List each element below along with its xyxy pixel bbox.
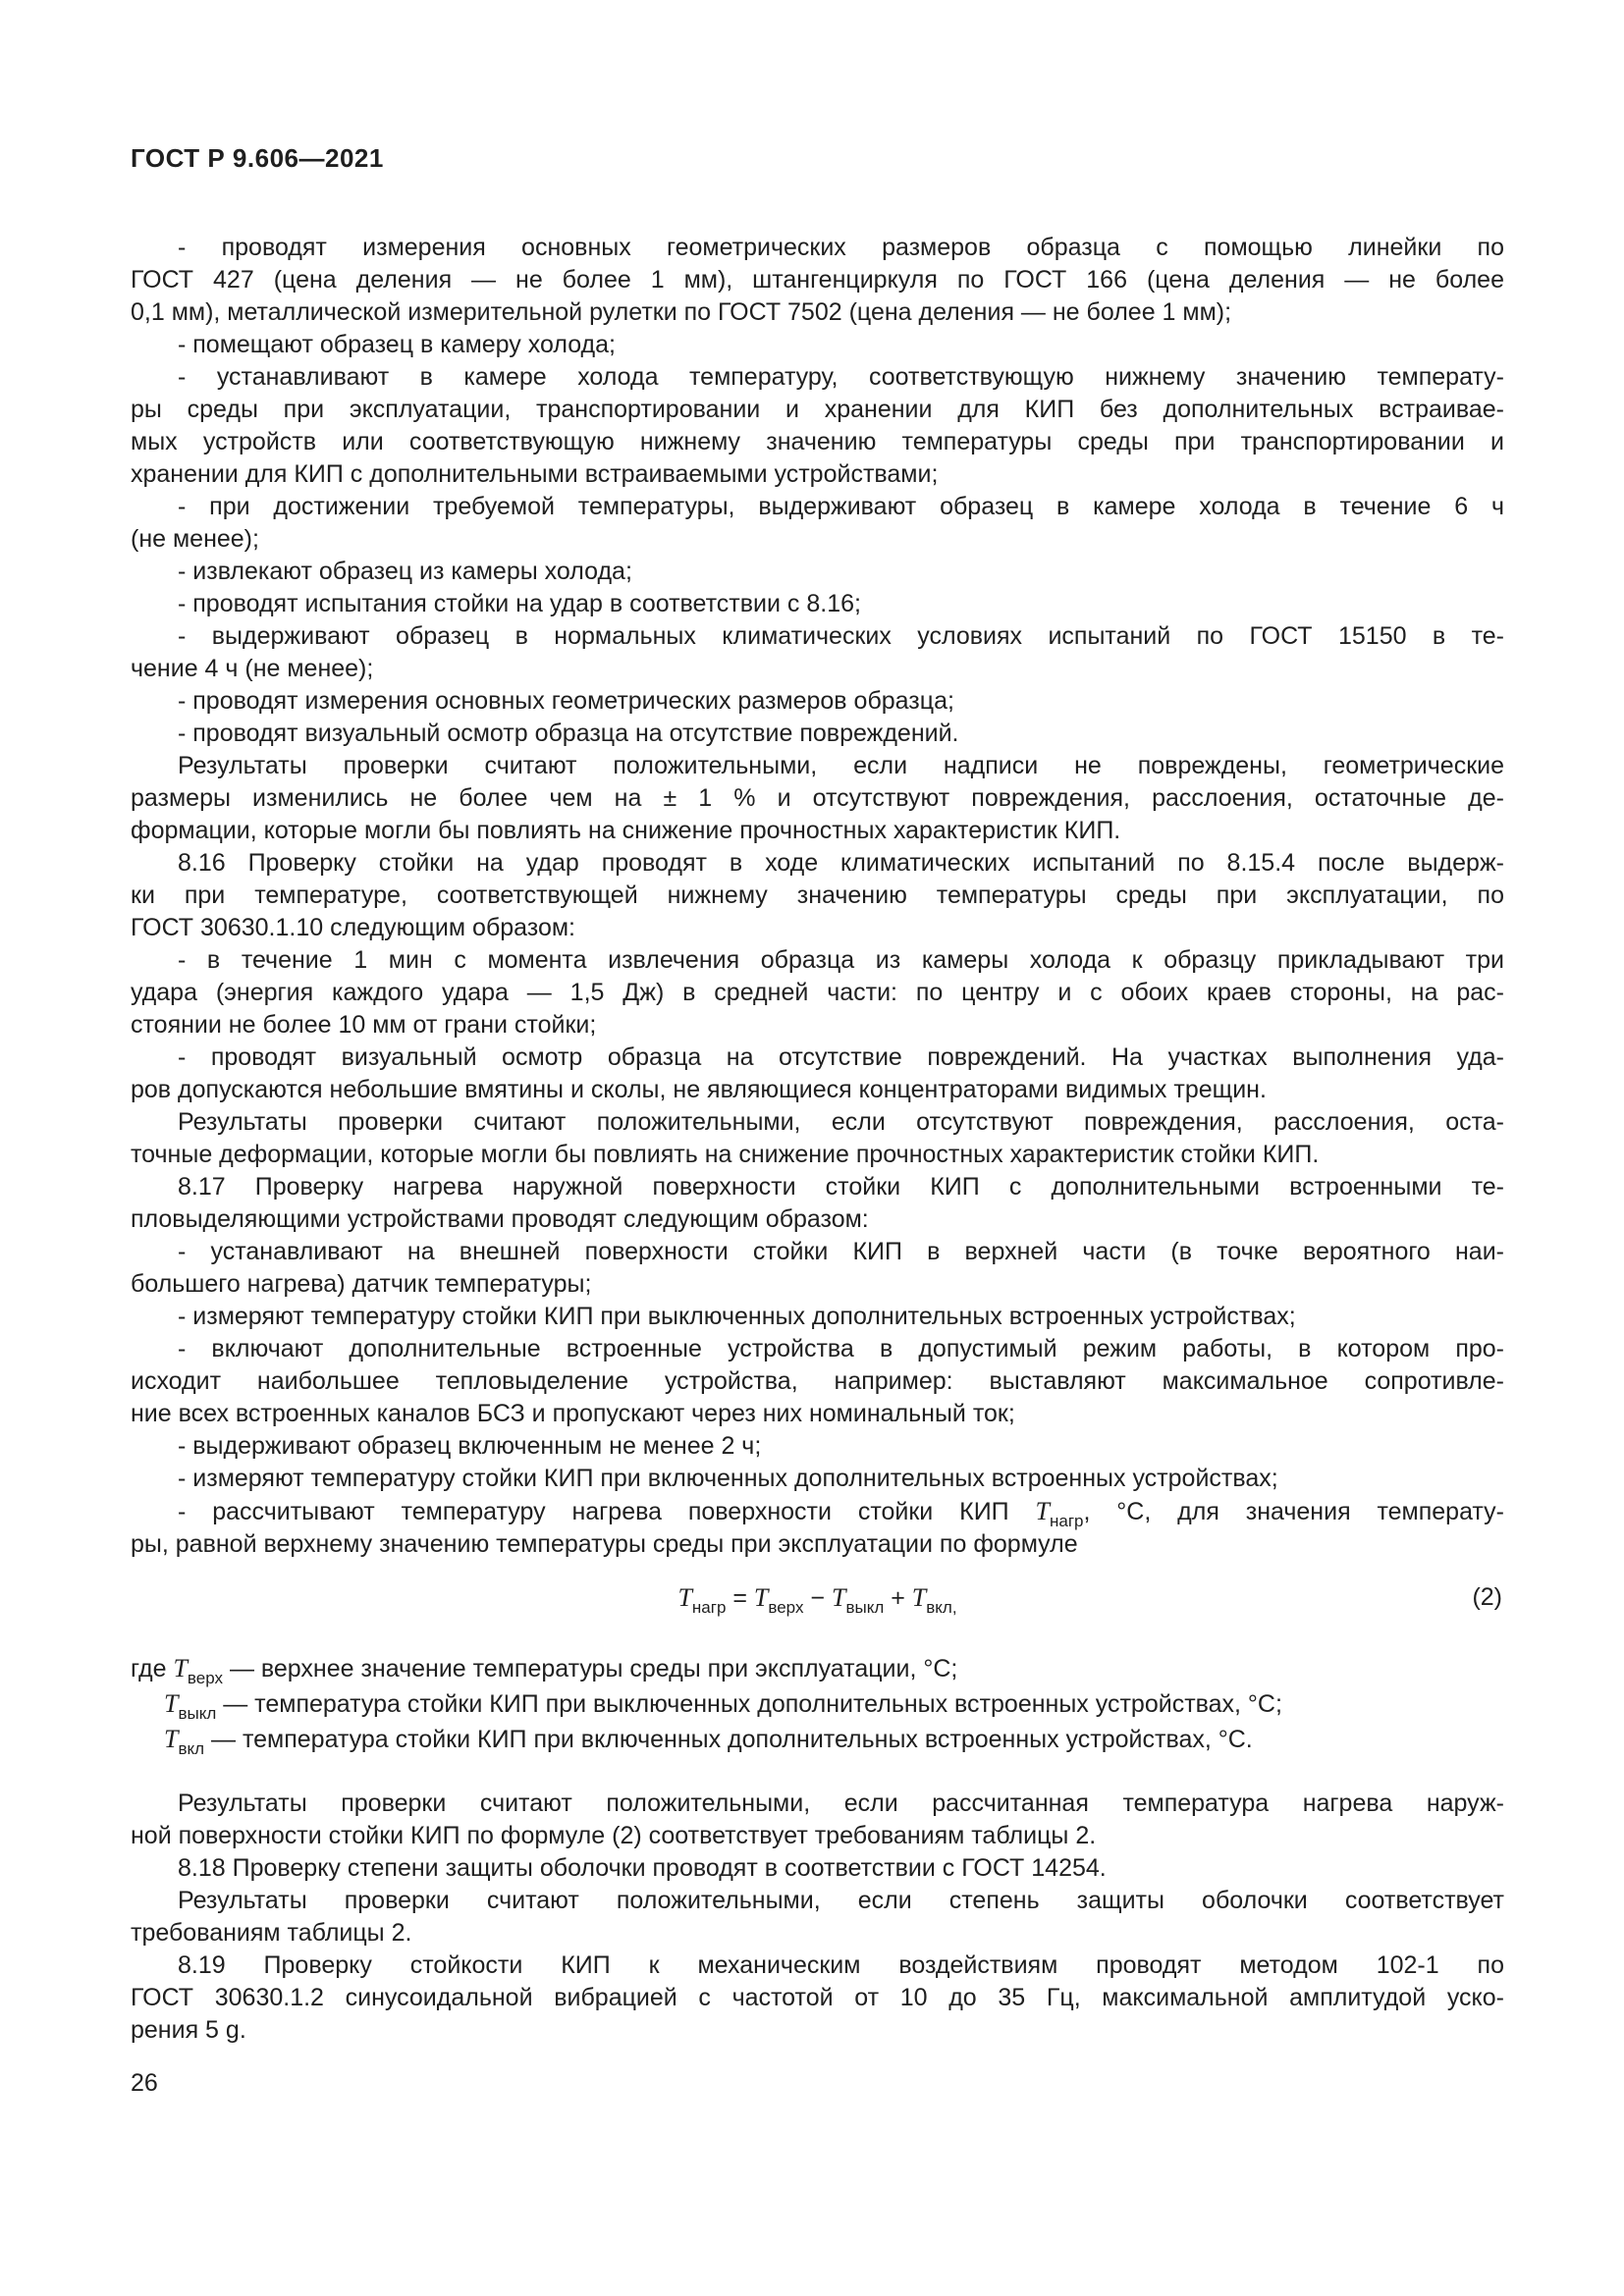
paragraph — [131, 232, 1504, 329]
paragraph — [131, 329, 1504, 361]
text-line: Результаты проверки считают положительными, если степень защиты оболочки соответствует — [178, 1887, 1504, 1914]
variable-T-verh: T — [173, 1654, 188, 1682]
text-line: ки при температуре, соответствующей нижнему значению температуры среды при эксплуатации, по — [131, 881, 1504, 909]
paragraph — [131, 718, 1504, 750]
paragraph — [131, 685, 1504, 718]
paragraph — [131, 1430, 1504, 1463]
paragraph — [131, 750, 1504, 847]
text-line: - измеряют температуру стойки КИП при включенных дополнительных встроенных устройствах; — [178, 1465, 1278, 1492]
variable-subscript: верх — [187, 1669, 223, 1687]
paragraph — [131, 620, 1504, 685]
paragraph-formula-intro — [131, 1495, 1504, 1561]
text-line: стоянии не более 10 мм от грани стойки; — [131, 1011, 597, 1039]
text-line: требованиям таблицы 2. — [131, 1919, 412, 1947]
paragraph-8-19 — [131, 1949, 1504, 2047]
text-line: - при достижении требуемой температуры, выдерживают образец в камере холода в течение 6 ч — [178, 493, 1504, 520]
text-line: ной поверхности стойки КИП по формуле (2) соответствует требованиям таблицы 2. — [131, 1822, 1097, 1849]
paragraph — [131, 1788, 1504, 1852]
formula-legend — [131, 1651, 1504, 1757]
paragraph — [131, 1885, 1504, 1949]
legend-item — [131, 1722, 1504, 1757]
text-line: Результаты проверки считают положительными, если надписи не повреждены, геометрические — [178, 752, 1504, 779]
text-line: 8.18 Проверку степени защиты оболочки проводят в соответствии с ГОСТ 14254. — [178, 1854, 1107, 1882]
formula-number: (2) — [1472, 1583, 1502, 1611]
paragraph-8-18 — [131, 1852, 1504, 1885]
text-run: , °С, для значения температу- — [1083, 1498, 1504, 1525]
paragraph — [131, 1301, 1504, 1333]
variable-T: T — [1035, 1497, 1050, 1525]
text-line: Результаты проверки считают положительными, если отсутствуют повреждения, расслоения, оста- — [178, 1108, 1504, 1136]
text-line: формации, которые могли бы повлиять на снижение прочностных характеристик КИП. — [131, 817, 1121, 844]
paragraph — [131, 1106, 1504, 1171]
paragraph-8-17 — [131, 1171, 1504, 1236]
variable-T-vkl: T — [164, 1725, 179, 1753]
text-line: размеры изменились не более чем на ± 1 % и отсутствуют повреждения, расслоения, остаточные де- — [131, 784, 1504, 812]
text-line: 8.19 Проверку стойкости КИП к механическим воздействиям проводят методом 102-1 по — [178, 1951, 1504, 1979]
text-run: - рассчитывают температуру нагрева поверхности стойки КИП — [178, 1498, 1036, 1525]
variable-T-vkl: T — [911, 1583, 927, 1612]
text-line: - проводят визуальный осмотр образца на отсутствие повреждений. На участках выполнения уда- — [178, 1043, 1504, 1071]
variable-subscript: выкл — [178, 1704, 217, 1723]
paragraph — [131, 1041, 1504, 1106]
paragraph — [131, 491, 1504, 556]
page-number: 26 — [131, 2069, 158, 2097]
text-line: ГОСТ 30630.1.10 следующим образом: — [131, 914, 576, 941]
legend-intro: где — [131, 1655, 167, 1682]
text-line: - помещают образец в камеру холода; — [178, 331, 616, 358]
text-line: - проводят измерения основных геометрических размеров образца с помощью линейки по — [178, 234, 1504, 261]
legend-description: — температура стойки КИП при выключенных дополнительных встроенных устройствах, °С; — [223, 1690, 1282, 1718]
text-line: - включают дополнительные встроенные устройства в допустимый режим работы, в котором про- — [178, 1335, 1504, 1362]
text-line: - устанавливают в камере холода температуру, соответствующую нижнему значению температу- — [178, 363, 1504, 391]
minus-sign: − — [810, 1584, 826, 1612]
formula-expression — [677, 1581, 956, 1615]
text-line: чение 4 ч (не менее); — [131, 655, 374, 682]
document-content — [131, 232, 1504, 2047]
text-line: - проводят визуальный осмотр образца на отсутствие повреждений. — [178, 720, 959, 747]
paragraph — [131, 1236, 1504, 1301]
variable-subscript: вкл — [178, 1739, 205, 1758]
variable-T-vykl: T — [831, 1583, 846, 1612]
variable-T-verh: T — [753, 1583, 769, 1612]
text-line: хранении для КИП с дополнительными встраиваемыми устройствами; — [131, 460, 939, 488]
legend-item — [131, 1686, 1504, 1722]
variable-subscript: выкл — [845, 1598, 885, 1617]
text-line: мых устройств или соответствующую нижнему значению температуры среды при транспортировании и — [131, 428, 1504, 455]
text-line: большего нагрева) датчик температуры; — [131, 1270, 592, 1298]
paragraph — [131, 361, 1504, 491]
text-line: Результаты проверки считают положительными, если рассчитанная температура нагрева наруж- — [178, 1789, 1504, 1817]
text-line: - выдерживают образец в нормальных климатических условиях испытаний по ГОСТ 15150 в те- — [178, 622, 1504, 650]
text-line: - извлекают образец из камеры холода; — [178, 558, 632, 585]
legend-description: — верхнее значение температуры среды при эксплуатации, °С; — [229, 1655, 958, 1682]
variable-subscript: нагр — [691, 1598, 727, 1617]
text-line: - устанавливают на внешней поверхности стойки КИП в верхней части (в точке вероятного наи- — [178, 1238, 1504, 1265]
text-line: рения 5 g. — [131, 2016, 246, 2044]
text-line: ГОСТ 30630.1.2 синусоидальной вибрацией с частотой от 10 до 35 Гц, максимальной амплитудой уско- — [131, 1984, 1504, 2011]
variable-subscript: нагр — [1049, 1512, 1084, 1530]
text-line — [131, 1495, 1504, 1528]
text-line: 8.16 Проверку стойки на удар проводят в ходе климатических испытаний по 8.15.4 после выдерж- — [178, 849, 1504, 877]
text-line: исходит наибольшее тепловыделение устройства, например: выставляют максимальное сопротивле- — [131, 1367, 1504, 1395]
text-line: ры среды при эксплуатации, транспортировании и хранении для КИП без дополнительных встраивае- — [131, 396, 1504, 423]
text-line: точные деформации, которые могли бы повлиять на снижение прочностных характеристик стойки КИП. — [131, 1141, 1320, 1168]
paragraph — [131, 1463, 1504, 1495]
legend-description: — температура стойки КИП при включенных дополнительных встроенных устройствах, °С. — [211, 1726, 1253, 1753]
text-line: пловыделяющими устройствами проводят следующим образом: — [131, 1205, 869, 1233]
text-line: ры, равной верхнему значению температуры среды при эксплуатации по формуле — [131, 1530, 1078, 1558]
variable-subscript: вкл, — [926, 1598, 957, 1617]
page-header: ГОСТ Р 9.606—2021 — [131, 143, 384, 173]
text-line: ров допускаются небольшие вмятины и сколы, не являющиеся концентраторами видимых трещин. — [131, 1076, 1267, 1103]
variable-T-vykl: T — [164, 1689, 179, 1718]
text-line: - измеряют температуру стойки КИП при выключенных дополнительных встроенных устройствах; — [178, 1303, 1296, 1330]
plus-sign: + — [891, 1584, 905, 1612]
text-line: ГОСТ 427 (цена деления — не более 1 мм), штангенциркуля по ГОСТ 166 (цена деления — не более — [131, 266, 1504, 294]
paragraph-8-16 — [131, 847, 1504, 944]
text-line: удара (энергия каждого удара — 1,5 Дж) в средней части: по центру и с обоих краев стороны, на рас- — [131, 979, 1504, 1006]
text-line: - проводят измерения основных геометрических размеров образца; — [178, 687, 954, 715]
text-line: - в течение 1 мин с момента извлечения образца из камеры холода к образцу прикладывают три — [178, 946, 1504, 974]
variable-subscript: верх — [768, 1598, 804, 1617]
formula-2 — [131, 1581, 1504, 1621]
text-line: (не менее); — [131, 525, 259, 553]
paragraph — [131, 1333, 1504, 1430]
text-line: ние всех встроенных каналов БСЗ и пропускают через них номинальный ток; — [131, 1400, 1015, 1427]
paragraph — [131, 588, 1504, 620]
text-line: - проводят испытания стойки на удар в соответствии с 8.16; — [178, 590, 861, 617]
paragraph — [131, 944, 1504, 1041]
equals-sign: = — [732, 1584, 747, 1612]
legend-item — [131, 1651, 1504, 1686]
text-line: 8.17 Проверку нагрева наружной поверхности стойки КИП с дополнительными встроенными те- — [178, 1173, 1504, 1201]
text-line: 0,1 мм), металлической измерительной рулетки по ГОСТ 7502 (цена деления — не более 1 мм); — [131, 298, 1232, 326]
variable-T-nagr: T — [677, 1583, 692, 1612]
text-line: - выдерживают образец включенным не менее 2 ч; — [178, 1432, 762, 1460]
paragraph — [131, 556, 1504, 588]
